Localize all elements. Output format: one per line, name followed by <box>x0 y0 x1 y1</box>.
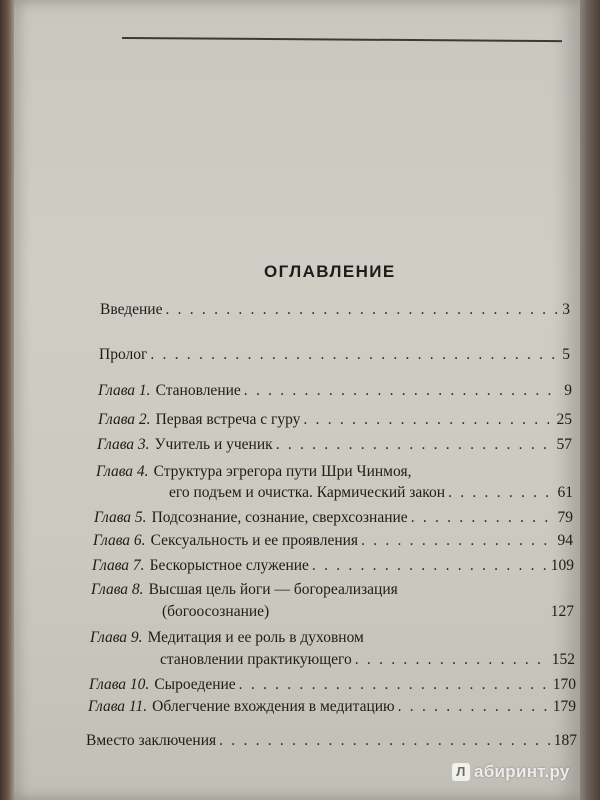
toc-entry-chapter-6 <box>93 531 573 551</box>
dot-leader <box>244 381 561 401</box>
toc-chapter-label: Глава 4. <box>96 463 149 480</box>
toc-entry-title: Сыроедение <box>154 676 236 693</box>
toc-entry-chapter-4-line1 <box>96 462 411 482</box>
toc-entry-page: 127 <box>550 603 574 620</box>
dot-leader <box>448 483 554 503</box>
toc-heading: ОГЛАВЛЕНИЕ <box>264 262 396 281</box>
dot-leader <box>239 675 550 695</box>
toc-chapter-label: Глава 10. <box>89 676 150 693</box>
labirint-watermark <box>452 762 570 782</box>
toc-chapter-label: Глава 7. <box>92 557 145 574</box>
dot-leader <box>355 650 549 670</box>
toc-entry-page: 94 <box>557 532 573 549</box>
toc-entry-chapter-5 <box>94 508 573 528</box>
toc-chapter-label: Глава 11. <box>88 698 148 715</box>
toc-entry-title: Вместо заключения <box>86 732 217 749</box>
toc-entry-page: 79 <box>557 509 573 526</box>
toc-entry-page: 5 <box>562 346 570 363</box>
toc-entry-title: Медитация и ее роль в духовном <box>147 629 364 646</box>
toc-entry-title-continued: его подъем и очистка. Кармический закон <box>169 484 446 501</box>
toc-entry-chapter-9-line1 <box>90 628 364 648</box>
dot-leader <box>312 556 548 576</box>
toc-entry-title: Бескорыстное служение <box>149 557 309 574</box>
toc-chapter-label: Глава 1. <box>98 382 151 399</box>
watermark-text: абиринт.ру <box>474 762 570 781</box>
toc-entry-chapter-8-line1 <box>91 580 398 600</box>
toc-entry-title: Подсознание, сознание, сверхсознание <box>151 509 408 526</box>
toc-chapter-label: Глава 6. <box>93 532 146 549</box>
toc-entry-chapter-7 <box>92 556 574 576</box>
dot-leader <box>303 410 553 430</box>
toc-entry-page: 61 <box>557 484 573 501</box>
dot-leader <box>219 731 551 751</box>
toc-entry-page: 3 <box>562 301 570 318</box>
toc-entry-title-continued: (богоосознание) <box>162 603 270 620</box>
toc-chapter-label: Глава 8. <box>91 581 144 598</box>
dot-leader <box>276 435 554 455</box>
toc-entry-prologue <box>99 345 570 365</box>
toc-chapter-label: Глава 5. <box>94 509 147 526</box>
toc-entry-title: Учитель и ученик <box>154 436 273 453</box>
dot-leader <box>150 345 559 365</box>
toc-entry-title: Облегчение вхождения в медитацию <box>152 698 395 715</box>
toc-entry-chapter-2 <box>98 410 572 430</box>
toc-entry-chapter-9-line2 <box>160 650 575 670</box>
toc-entry-title: Высшая цель йоги — богореализация <box>148 581 398 598</box>
toc-entry-page: 9 <box>564 382 572 399</box>
toc-entry-chapter-3 <box>97 435 572 455</box>
toc-entry-title: Структура эгрегора пути Шри Чинмоя, <box>153 463 412 480</box>
toc-entry-conclusion <box>86 731 577 751</box>
toc-entry-chapter-4-line2 <box>169 483 573 503</box>
toc-entry-page: 152 <box>551 651 575 668</box>
toc-entry-title: Введение <box>100 301 163 318</box>
labirint-logo-icon: Л <box>452 763 470 781</box>
dot-leader <box>398 697 550 717</box>
toc-entry-page: 179 <box>552 698 576 715</box>
toc-entry-chapter-1 <box>98 381 572 401</box>
toc-entry-introduction <box>100 300 570 320</box>
toc-entry-page: 57 <box>556 436 572 453</box>
toc-entry-title: Первая встреча с гуру <box>155 411 301 428</box>
toc-entry-chapter-8-line2 <box>162 602 574 622</box>
toc-entry-chapter-11 <box>88 697 576 717</box>
toc-chapter-label: Глава 3. <box>97 436 150 453</box>
toc-entry-page: 170 <box>552 676 576 693</box>
toc-entry-chapter-10 <box>89 675 576 695</box>
toc-entry-page: 25 <box>556 411 572 428</box>
toc-entry-page: 187 <box>553 732 577 749</box>
toc-entry-title-continued: становлении практикующего <box>160 651 352 668</box>
dot-leader <box>361 531 554 551</box>
toc-entry-title: Становление <box>155 382 241 399</box>
toc-entry-title: Пролог <box>99 346 148 363</box>
dot-leader <box>411 508 555 528</box>
toc-chapter-label: Глава 9. <box>90 629 143 646</box>
toc-chapter-label: Глава 2. <box>98 411 151 428</box>
toc-entry-page: 109 <box>550 557 574 574</box>
dot-leader <box>165 300 559 320</box>
toc-entry-title: Сексуальность и ее проявления <box>150 532 359 549</box>
